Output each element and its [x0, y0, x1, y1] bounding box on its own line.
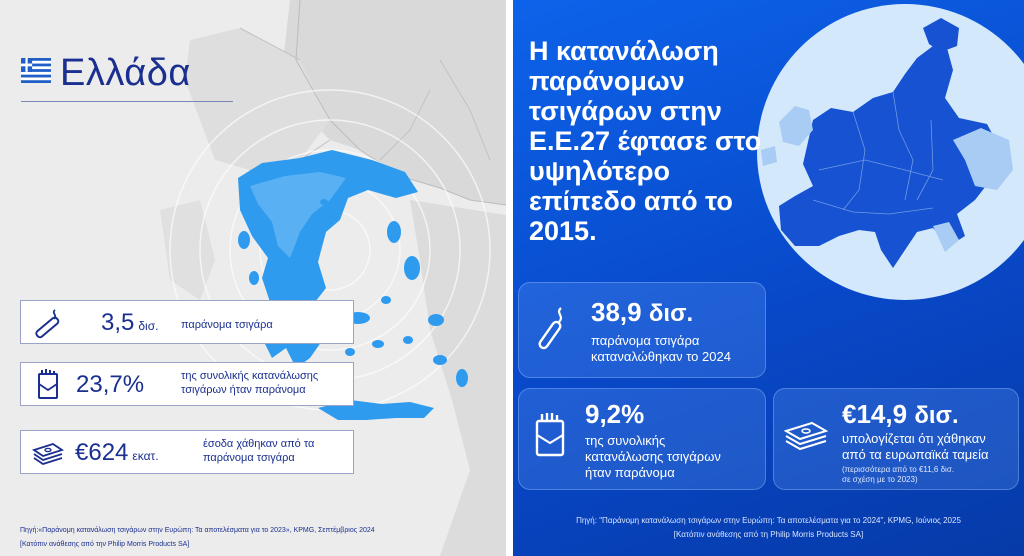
stat-description: υπολογίζεται ότι χάθηκαν από τα ευρωπαϊκά ταμεία [842, 431, 989, 462]
headline: Η κατανάλωση παράνομων τσιγάρων στην Ε.Ε.27 έφτασε στο υψηλότερο επίπεδο από το 2015. [529, 36, 762, 246]
stat-description: παράνομα τσιγάρα καταναλώθηκαν το 2024 [591, 333, 731, 364]
stat-card-eu-illicit-cigarettes [518, 282, 766, 378]
page-title: Ελλάδα [60, 52, 191, 94]
source-note: Πηγή:«Παράνομη κατανάλωση τσιγάρων στην Ευρώπη: Τα αποτελέσματα για το 2023», KPMG, Σεπτέμβριος 2024 [20, 527, 375, 534]
stat-value: 3,5 δισ. [101, 309, 159, 336]
cigarette-icon [31, 306, 65, 340]
cigarette-pack-icon [31, 368, 65, 402]
stat-value: €14,9 δισ. [842, 399, 959, 429]
greece-infographic-panel [0, 0, 506, 556]
title-underline [21, 101, 233, 102]
stat-description: της συνολικής κατανάλωσης τσιγάρων ήταν παράνομα [585, 433, 721, 480]
stat-value: €624 εκατ. [75, 439, 159, 466]
stat-footnote: (περισσότερα από το €11,6 δισ. σε σχέση με το 2023) [842, 465, 954, 484]
stat-description: της συνολικής κατανάλωσης τσιγάρων ήταν παράνομα [181, 370, 319, 396]
stat-card-illicit-cigarettes [20, 300, 354, 344]
stat-card-eu-lost-revenue [773, 388, 1019, 490]
greek-flag-icon [21, 58, 51, 83]
stat-card-eu-consumption-share [518, 388, 766, 490]
cigarette-pack-icon [533, 411, 567, 457]
stat-value: 9,2% [585, 399, 645, 429]
stat-description: παράνομα τσιγάρα [181, 319, 273, 331]
stat-value: 23,7% [76, 371, 145, 398]
stat-description: έσοδα χάθηκαν από τα παράνομα τσιγάρα [203, 438, 315, 464]
source-note: Πηγή: "Παράνομη κατανάλωση τσιγάρων στην Ευρώπη: Τα αποτελέσματα για το 2024", KPMG, Ιούνιος 2025 [576, 516, 961, 525]
cigarette-icon [533, 305, 573, 353]
money-stack-icon [784, 419, 828, 455]
stat-value: 38,9 δισ. [591, 297, 694, 327]
eu-infographic-panel [513, 0, 1024, 556]
stat-card-lost-revenue [20, 430, 354, 474]
money-stack-icon [31, 436, 65, 470]
commission-note: [Κατόπιν ανάθεσης από την Philip Morris Products SA] [20, 541, 190, 548]
commission-note: [Κατόπιν ανάθεσης από τη Philip Morris Products SA] [673, 530, 864, 539]
stat-card-consumption-share [20, 362, 354, 406]
